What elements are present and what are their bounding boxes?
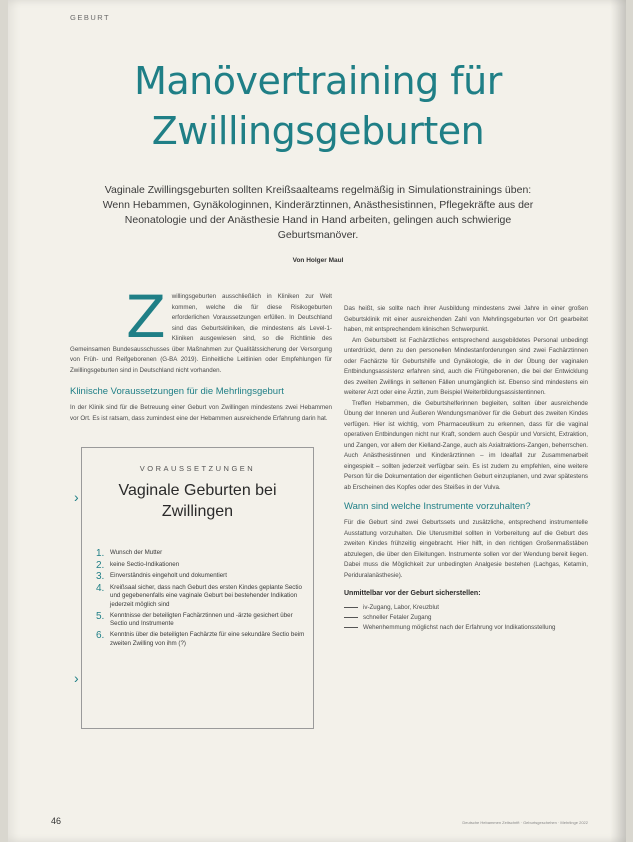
list-number: 3. [96, 571, 105, 583]
list-item [96, 572, 306, 581]
footer-source: Deutsche Hebammen Zeitschrift · Geburtsgeschehen · Mehrlinge 2022 [462, 820, 588, 825]
checklist-item [344, 613, 588, 623]
list-item [96, 631, 306, 648]
checkbox-line-icon [344, 607, 358, 608]
box-title: Vaginale Geburten bei Zwillingen [118, 482, 277, 520]
list-number: 5. [96, 610, 105, 622]
checkbox-line-icon [344, 627, 358, 628]
checklist [344, 603, 588, 633]
byline: Von Holger Maul [292, 257, 344, 264]
chevron-right-icon: › [74, 489, 79, 505]
chevron-right-icon: › [74, 670, 79, 686]
subhead-clinical-requirements: Klinische Voraussetzungen für die Mehrlingsgeburt [70, 386, 284, 397]
checkbox-line-icon [344, 617, 358, 618]
right-paragraph-4: Für die Geburt sind zwei Geburtssets und zusätzliche, entsprechend instrumentelle Ausstattung vorzuhalten. Die Uterusmittel sollten in Vorbereitung auf die Geburt des zweiten Kindes frühzeitig eingebracht. Hier hilft, in den richtigen Großenmaßstäben abzulegen, die über den Eileitungen. Instrumente sollen vor der Wendung bereit liegen. Dabei muss die Möglichkeit zur unbedingten Analgesie bestehen (Lachgas, Ketamin, Periduralanästhesie). [344, 519, 588, 579]
checklist-item [344, 623, 588, 633]
requirements-list [96, 549, 306, 651]
list-number: 2. [96, 559, 105, 571]
right-paragraph-2: Am Geburtsbett ist Fachärztliches entsprechend ausgebildetes Personal unbedingt unterdrückt, denn zu den personellen Mindestanforderungen sind zwei Fachärztinnen oder Fachärzte für Geburtshilfe und Gynäkologie, die in der Übung der vaginalen Entbindungsassistenz erfahren sind, auch die Frühgeborenen, die bei der Entwicklung des zweiten Zwillings in seltenen Fällen unumgänglich ist. Ebenso sind mindestens ein weiterer Arzt oder eine Ärztin, zum Beispiel Weiterbildungsassistentinnen. [344, 336, 588, 396]
checklist-text: schneller Fetaler Zugang [363, 613, 432, 621]
left-column [70, 283, 332, 424]
right-paragraph-3: Treffen Hebammen, die Geburtshelferinnen begleiten, sollten über ausreichende Übung der Inneren und Äußeren Wendungsmanöver für die Geburt des zweiten Kindes verfügen. Hier ist wichtig, vom Pharmaceutikum zu erkennen, dass für die vaginal operativen Entbindungen nicht nur Kraft, sondern auch Gespür und Vorsicht, Extraktion, und Zangen, vor allem der Kielland-Zange, auch als Axialtraktions-Zangen, beherrschen. Auch Anästhesistinnen und Kinderärztinnen – im Idealfall zur Zusammenarbeit eingespielt – sollten jederzeit verfügbar sein. Es ist zudem zu empfehlen, eine weitere Person für die Dokumentation der eigentlichen Geburt einzuplanen, und zwar spätestens ab Erscheinen des Kopfes oder des Steißes in der Vulva. [344, 399, 588, 491]
list-text: Kenntnis über die beteiligten Fachärzte für eine sekundäre Sectio beim zweiten Zwilling von ihm (?) [110, 631, 305, 647]
list-number: 1. [96, 548, 105, 559]
list-text: keine Sectio-Indikationen [110, 560, 180, 568]
section-label: GEBURT [70, 13, 111, 22]
list-text: Kreißsaal sicher, dass nach Geburt des ersten Kindes geplante Sectio und gegebenenfalls eine vaginale Geburt bei bestehender Indikation jederzeit möglich sind [110, 583, 302, 608]
intro-paragraph: willingsgeburten ausschließlich in Kliniken zur Welt kommen, welche die für diese Risikogeburten erforderlichen Voraussetzungen erfüllen. In Deutschland sind das Geburtskliniken, die mindestens als Level-1-Kliniken ausgewiesen sind, so die Richtlinie des Gemeinsamen Bundesausschusses über Maßnahmen zur Qualitätssicherung der Versorgung von Früh- und Reifgeborenen (G-BA 2019). Einheitliche Leitlinien oder Empfehlungen für Zwillingsgeburten sind in Deutschland nicht vorhanden. [70, 293, 332, 374]
checklist-text: iv-Zugang, Labor, Kreuzblut [363, 603, 440, 611]
list-text: Kenntnisse der beteiligten Fachärztinnen und -ärzte gesichert über Sectio und Instrumente [110, 611, 293, 628]
right-paragraph-1: Das heißt, sie sollte nach ihrer Ausbildung mindestens zwei Jahre in einer großen Geburtsklinik mit einer ausreichenden Zahl von Mehrlingsgeburten vor Ort gearbeitet haben, mit entsprechendem klinischen Schwerpunkt. [344, 305, 588, 333]
article-lead: Vaginale Zwillingsgeburten sollten Kreißsaalteams regelmäßig in Simulationstrainings üben: Wenn Hebammen, Gynäkologinnen, Kinderärztinnen, Anästhesistinnen, Pflegekräfte aus der Neonatologie und der Anästhesie Hand in Hand arbeiten, gelingen auch schwierige Geburtsmanöver. [102, 184, 534, 241]
drop-cap: Z [126, 283, 166, 351]
left-paragraph-2: In der Klinik sind für die Betreuung einer Geburt von Zwillingen mindestens zwei Hebammen vor Ort. Es ist ratsam, dass zumindest eine der Hebammen ausreichende Erfahrung darin hat. [70, 404, 332, 422]
list-number: 6. [96, 630, 105, 642]
article-title: Manövertraining für Zwillingsgeburten [134, 59, 502, 153]
list-text: Wunsch der Mutter [110, 549, 163, 556]
list-text: Einverständnis eingeholt und dokumentiert [110, 572, 227, 580]
box-kicker: VORAUSSETZUNGEN [139, 464, 256, 473]
page-number: 46 [51, 816, 62, 826]
requirements-box [74, 447, 314, 729]
checklist-heading: Unmittelbar vor der Geburt sicherstellen: [344, 590, 481, 597]
list-number: 4. [96, 582, 105, 594]
magazine-page [8, 0, 626, 842]
list-item [96, 561, 306, 570]
subhead-instruments: Wann sind welche Instrumente vorzuhalten? [344, 501, 531, 512]
list-item [96, 549, 306, 558]
checklist-item [344, 603, 588, 613]
list-item [96, 612, 306, 629]
right-column [344, 304, 588, 633]
checklist-text: Wehenhemmung möglichst nach der Erfahrung vor Indikationsstellung [363, 623, 556, 631]
list-item [96, 584, 306, 610]
